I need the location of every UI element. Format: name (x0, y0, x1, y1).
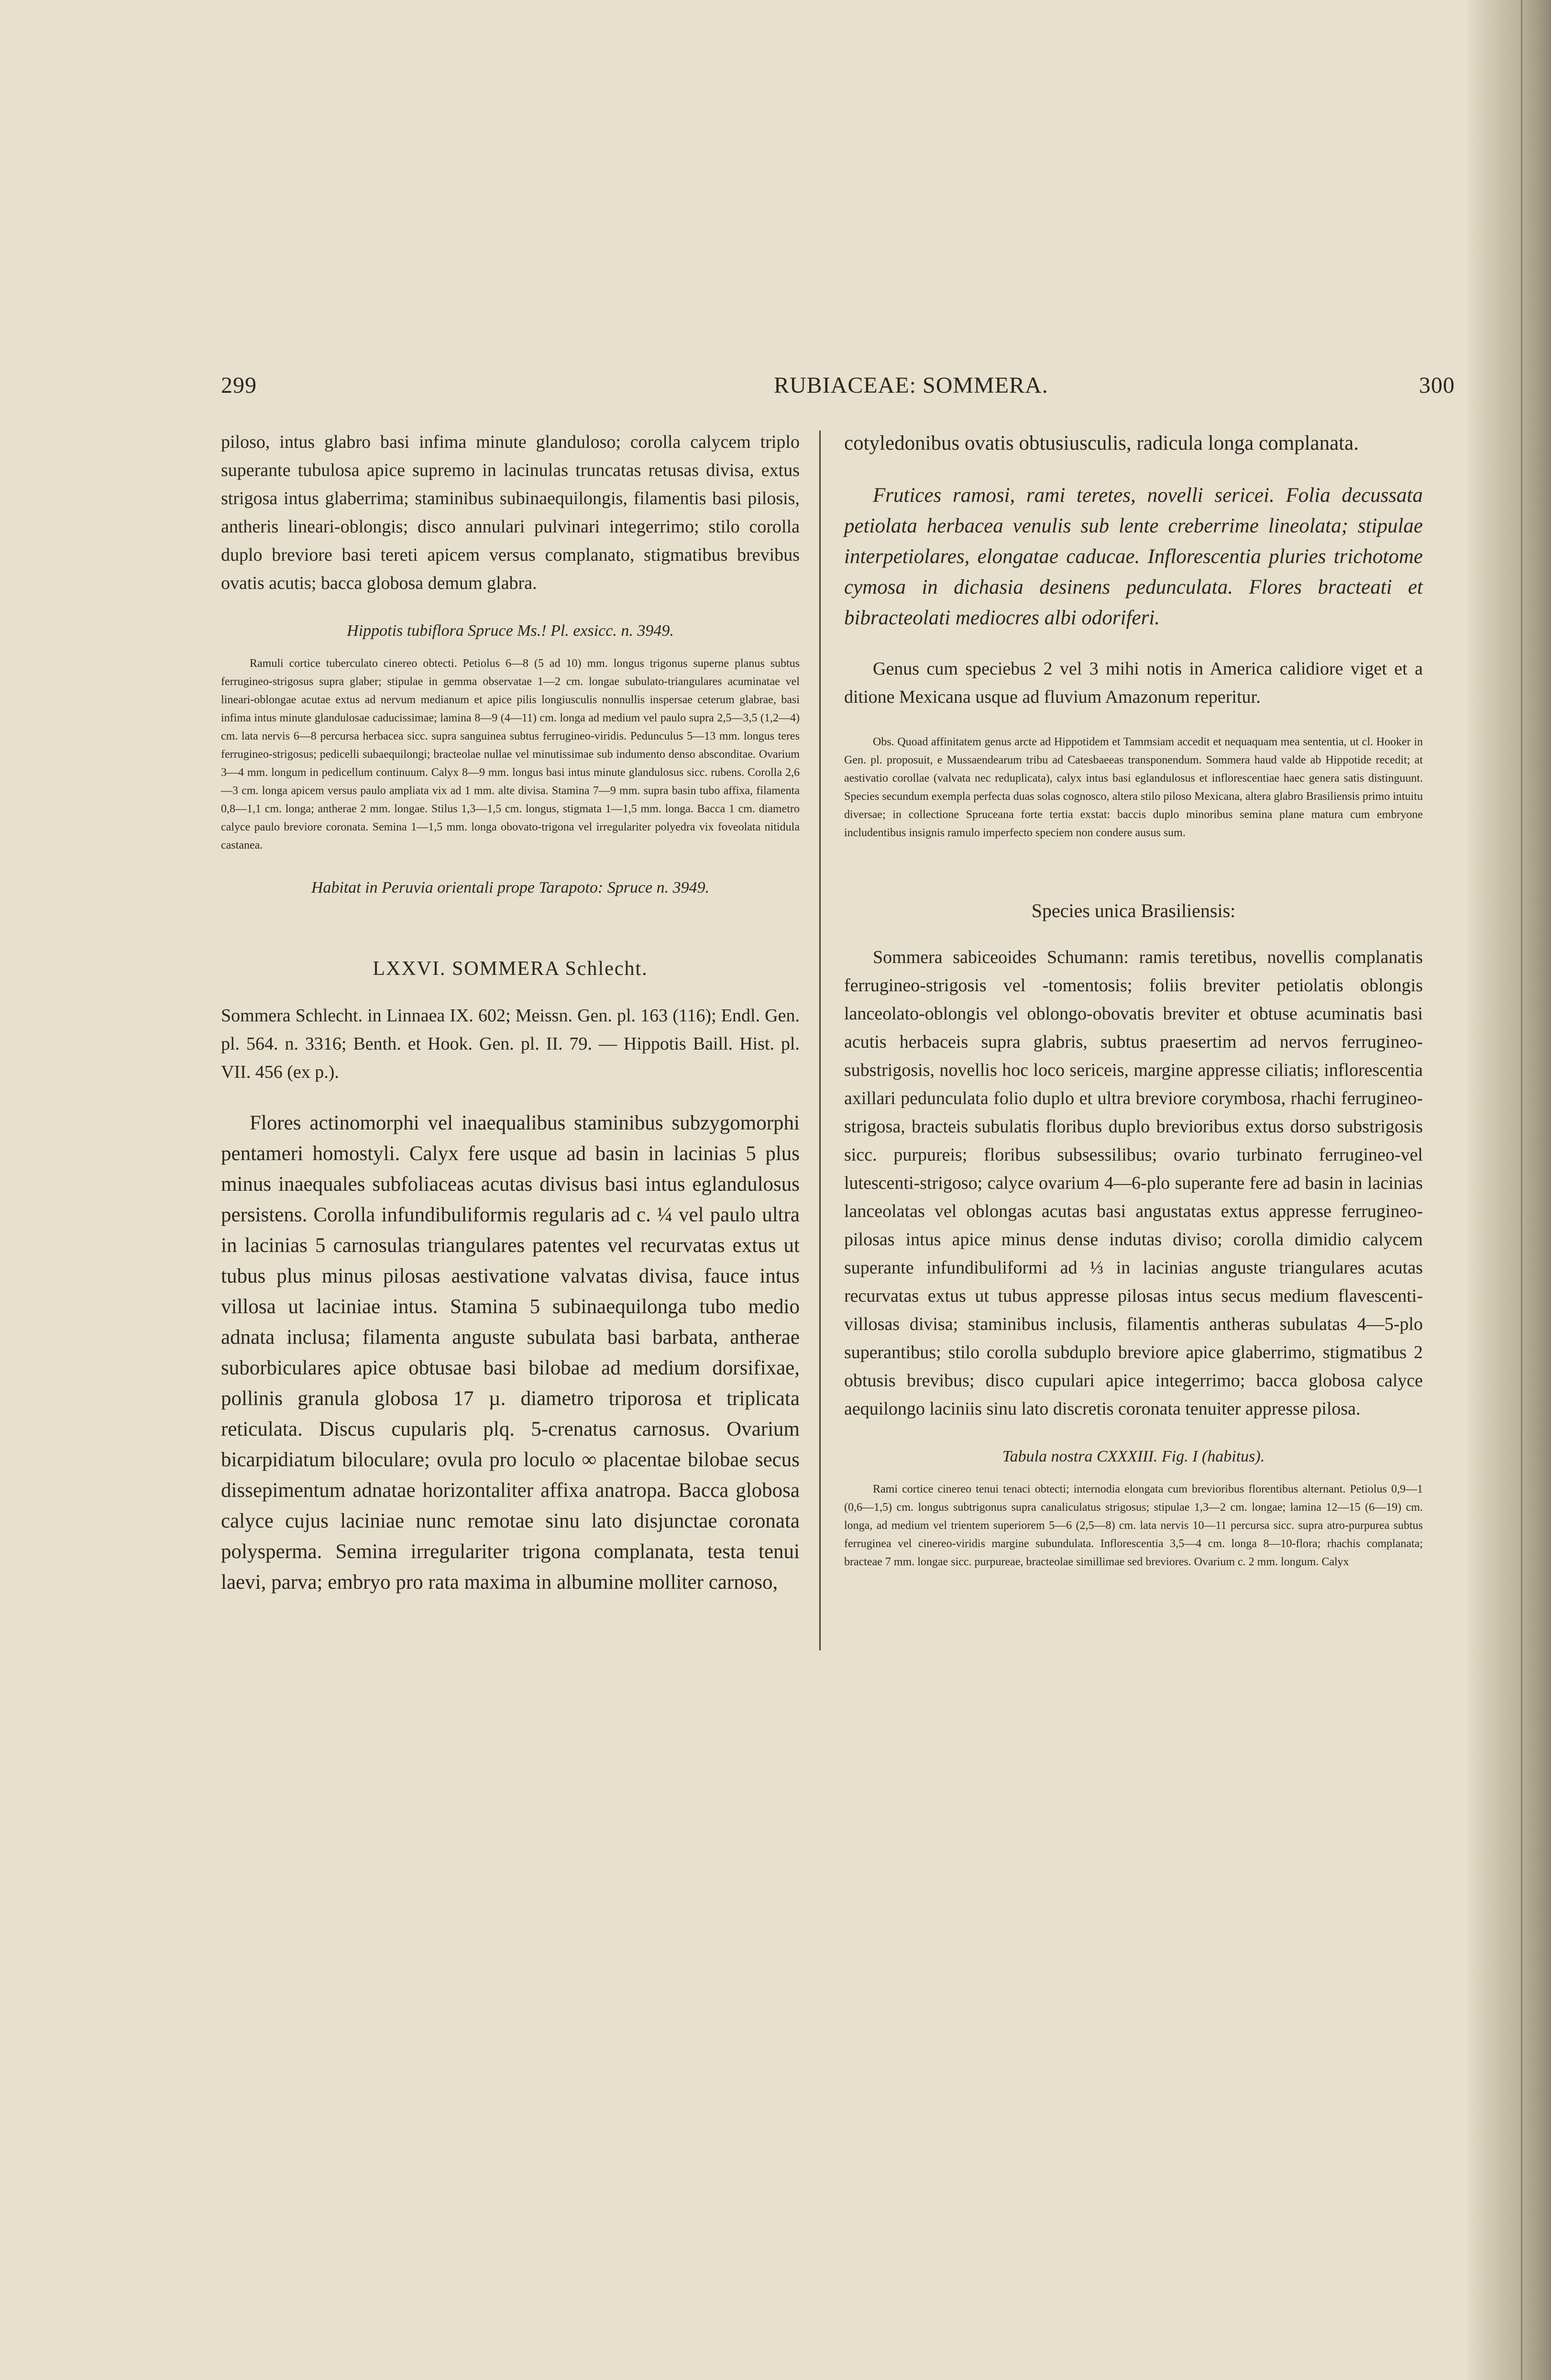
genus-distribution: Genus cum speciebus 2 vel 3 mihi notis in America calidiore viget et a ditione Mexicana usque ad fluvium Amazonum reperitur. (844, 659, 1423, 707)
genus-description: Flores actinomorphi vel inaequalibus staminibus subzygomorphi pentameri homostyli. Calyx fere usque ad basin in lacinias 5 plus minus inaequales subfoliaceas acutas divisus basi intus eglandulosus persistens. Corolla infundibuliformis regularis ad c. ¼ vel paulo ultra in lacinias 5 carnosulas triangulares patentes vel recurvatas extus ut tubus plus minus pilosas aestivatione valvatas divisa, fauce intus villosa ut laciniae intus. Stamina 5 subinaequilonga tubo medio adnata inclusa; filamenta anguste subulata basi barbata, antherae suborbiculares apice obtusae basi bilobae ad medium dorsifixae, pollinis granula globosa 17 µ. diametro triporosa et triplicata reticulata. Discus cupularis plq. 5-crenatus carnosus. Ovarium bicarpidiatum biloculare; ovula pro loculo ∞ placentae bilobae secus dissepimentum adnatae horizontaliter affixa anatropa. Bacca globosa calyce cujus laciniae nunc remotae sinu lato disjunctae coronata polysperma. Semina irregulariter trigona complanata, testa tenui laevi, parva; embryo pro rata maxima in albumine molliter carnoso, (221, 1112, 800, 1594)
plate-reference: Tabula nostra CXXXIII. Fig. I (habitus). (1002, 1448, 1265, 1465)
genus-description-end: cotyledonibus ovatis obtusiusculis, radicula longa complanata. (844, 432, 1359, 454)
genus-synonymy: Sommera Schlecht. in Linnaea IX. 602; Meissn. Gen. pl. 163 (116); Endl. Gen. pl. 564. n. 3316; Benth. et Hook. Gen. pl. II. 79. — Hippotis Baill. Hist. pl. VII. 456 (ex p.). (221, 1006, 800, 1082)
page-edge-line (1521, 0, 1522, 2380)
habitat-line: Habitat in Peruvia orientali prope Tarapoto: Spruce n. 3949. (311, 879, 710, 897)
page-edge (1467, 0, 1551, 2380)
species-heading: Species unica Brasiliensis: (1031, 900, 1236, 921)
genus-heading: LXXVI. SOMMERA Schlecht. (373, 958, 648, 980)
running-title: RUBIACEAE: SOMMERA. (774, 373, 1048, 398)
species-diagnosis-end: piloso, intus glabro basi infima minute glanduloso; corolla calycem triplo superante tubulosa apice supremo in lacinulas truncatas retusas divisa, extus strigosa intus glaberrima; staminibus subinaequilongis, filamentis basi pilosis, antheris lineari-oblongis; disco annulari pulvinari integerrimo; stilo corolla duplo breviore basi tereti apicem versus complanato, stigmatibus brevibus ovatis acutis; bacca globosa demum glabra. (221, 432, 800, 593)
observation-note: Obs. Quoad affinitatem genus arcte ad Hippotidem et Tammsiam accedit et nequaquam mea sententia, ut cl. Hooker in Gen. pl. proposuit, e Mussaendearum tribu ad Catesbaeeas transponendum. Sommera haud valde ab Hippotide recedit; at aestivatio corollae (valvata nec reduplicata), calyx intus basi eglandulosus et inflorescentiae haec genera satis distinguunt. Species secundum exempla perfecta duas solas cognosco, altera stilo piloso Mexicana, altera glabro Brasiliensis primo intuitu diversae; in collectione Spruceana forte tertia exstat: baccis duplo minoribus semina plane matura cum embryone includentibus insignis ramulo imperfecto speciem non condere ausus sum. (844, 736, 1423, 839)
habit-description: Frutices ramosi, rami teretes, novelli sericei. Folia decussata petiolata herbacea venulis sub lente creberrime lineolata; stipulae interpetiolares, elongatae caducae. Inflorescentia pluries trichotome cymosa in dichasia desinens pedunculata. Flores bracteati et bibracteolati mediocres albi odoriferi. (844, 484, 1423, 629)
species-diagnosis: Sommera sabiceoides Schumann: ramis teretibus, novellis complanatis ferrugineo-strigosis vel -tomentosis; foliis breviter petiolatis oblongis lanceolato-oblongis vel oblongo-obovatis breviter et obtuse acuminatis basi acutis herbaceis supra glabris, subtus praesertim ad nervos ferrugineo-substrigosis, novellis hoc loco sericeis, margine appresse ciliatis; inflorescentia axillari pedunculata folio duplo et ultra breviore corymbosa, rhachi ferrugineo-strigosa, bracteis subulatis floribus duplo brevioribus extus dorso substrigosis sicc. purpureis; floribus subsessilibus; ovario turbinato ferrugineo-vel lutescenti-strigoso; calyce ovarium 4—6-plo superante fere ad basin in lacinias lanceolatas vel oblongas acutas basi angustatas extus appresse ferrugineo-pilosas intus apice minus dense indutas diviso; corolla dimidio calycem superante infundibuliformi ad ⅓ in lacinias anguste triangulares acutas recurvatas extus ut tubus appresse pilosas intus secus medium flavescenti-villosas divisa; staminibus inclusis, filamentis antheras subulatas 4—5-plo superantibus; stilo corolla subduplo breviore apice glaberrimo, stigmatibus 2 obtusis brevibus; disco cupulari apice integerrimo; bacca globosa calyce aequilongo laciniis sinu lato discretis coronata tenuiter appresse pilosa. (844, 947, 1423, 1419)
column-divider (819, 431, 821, 1650)
right-column (844, 428, 1423, 1571)
species-citation: Hippotis tubiflora Spruce Ms.! Pl. exsicc. n. 3949. (347, 622, 674, 640)
species-description: Ramuli cortice tuberculato cinereo obtecti. Petiolus 6—8 (5 ad 10) mm. longus trigonus superne planus subtus ferrugineo-strigosus supra glaber; stipulae in gemma observatae 1—2 cm. longae subulato-triangulares acuminatae vel lineari-oblongae acutae extus ad nervum medianum et apice pilis longiusculis nonnullis inspersae ceterum glabrae, basi infima intus minute glandulosae caducissimae; lamina 8—9 (4—11) cm. longa ad medium vel paulo supra 2,5—3,5 (1,2—4) cm. lata nervis 6—8 percursa herbacea sicc. supra sanguinea subtus ferrugineo-viridis. Pedunculus 5—13 mm. longus teres ferrugineo-strigosus; pedicelli subaequilongi; bracteolae nullae vel minutissimae sub indumento denso absconditae. Ovarium 3—4 mm. longum in pedicellum continuum. Calyx 8—9 mm. longus basi intus minute glandulosus sicc. rubens. Corolla 2,6—3 cm. longa apicem versus paulo ampliata vix ad 1 mm. alte divisa. Stamina 7—9 mm. supra basin tubo affixa, filamenta 0,8—1,1 cm. longa; antherae 2 mm. longae. Stilus 1,3—1,5 cm. longus, stigmata 1—1,5 mm. longa. Bacca 1 cm. diametro calyce paulo breviore coronata. Semina 1—1,5 mm. longa obovato-trigona vel irregulariter polyedra vix foveolata nitidula castanea. (221, 657, 800, 852)
page-number-left: 299 (221, 373, 257, 398)
species-detailed-description: Rami cortice cinereo tenui tenaci obtecti; internodia elongata cum brevioribus florentibus alternant. Petiolus 0,9—1 (0,6—1,5) cm. longus subtrigonus supra canaliculatus strigosus; stipulae 1,3—2 cm. longae; lamina 12—15 (6—19) cm. longa, ad medium vel trientem superiorem 5—6 (2,5—8) cm. lata nervis 10—11 percursa sicc. supra atro-purpurea subtus ferruginea vel cinereo-viridis margine subundulata. Inflorescentia 3,5—4 cm. longa 8—10-flora; rhachis complanata; bracteae 7 mm. longae sicc. purpureae, bracteolae simillimae sed breviores. Ovarium c. 2 mm. longum. Calyx (844, 1483, 1423, 1568)
left-column (221, 428, 800, 1598)
page-header (221, 372, 1455, 406)
page-number-right: 300 (1419, 373, 1455, 398)
